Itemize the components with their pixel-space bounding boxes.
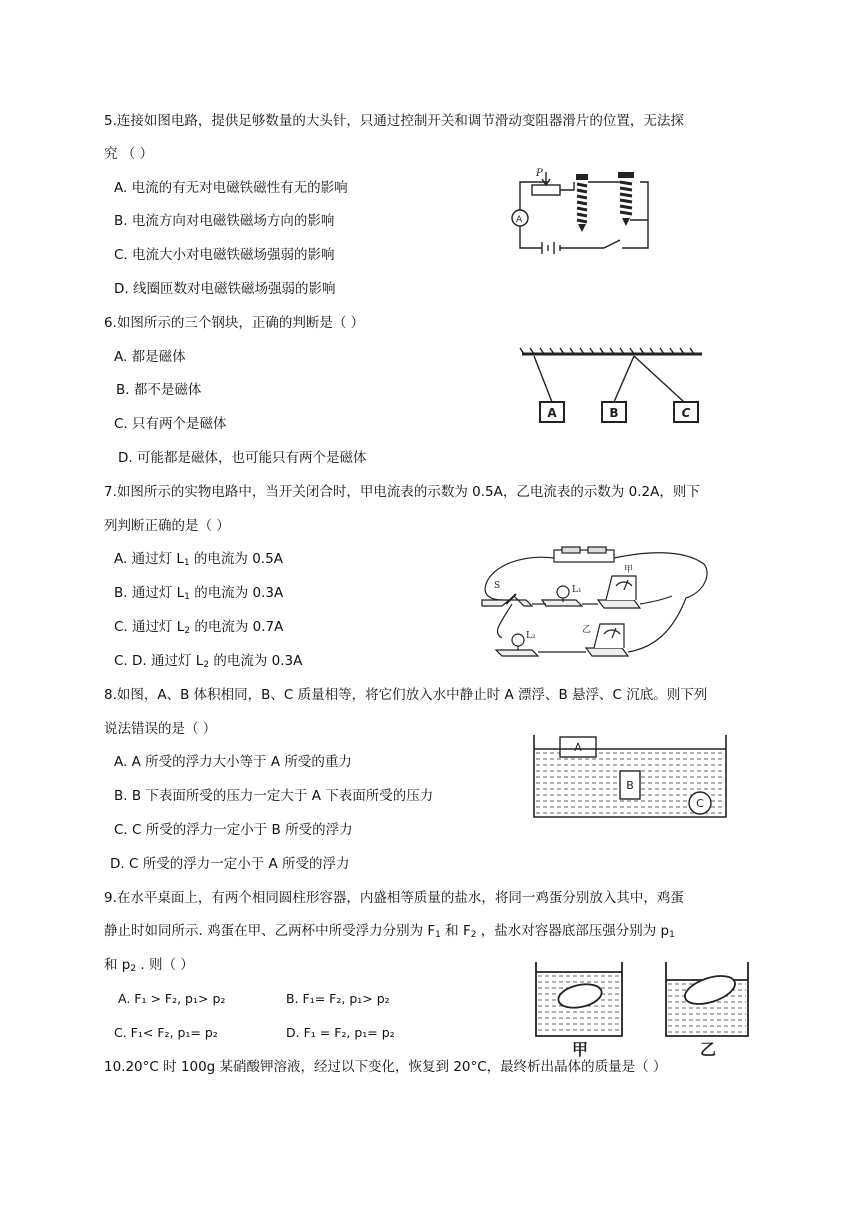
- q7-option-b: B. 通过灯 $L_1$ 的电流为 0.3A: [114, 585, 284, 602]
- q7-option-d: C. D. 通过灯 $L_2$ 的电流为 0.3A: [114, 653, 303, 670]
- q6-steel-blocks-figure: [518, 346, 708, 426]
- q7-option-a: A. 通过灯 $L_1$ 的电流为 0.5A: [114, 551, 283, 568]
- q5-option-c: C. 电流大小对电磁铁磁场强弱的影响: [114, 247, 335, 263]
- q9-stem-line3: 和 $p_2$ . 则（ ）: [104, 957, 194, 974]
- q6-fig-block-c: C: [681, 406, 691, 420]
- q7-fig-label-s: S: [494, 581, 501, 591]
- q5-stem-line2: 究 （ ）: [104, 146, 154, 162]
- q9-option-c: C. F₁< F₂, p₁= p₂: [114, 1025, 218, 1040]
- q8-water-tank-figure: [530, 733, 730, 819]
- q7-option-c: C. 通过灯 $L_2$ 的电流为 0.7A: [114, 619, 284, 636]
- q8-option-d: D. C 所受的浮力一定小于 A 所受的浮力: [110, 856, 350, 872]
- q8-stem-line2: 说法错误的是（ ）: [104, 721, 217, 737]
- q5-option-b: B. 电流方向对电磁铁磁场方向的影响: [114, 213, 335, 229]
- q9-stem-line1: 9.在水平桌面上，有两个相同圆柱形容器，内盛相等质量的盐水，将同一鸡蛋分别放入其中，鸡蛋: [104, 890, 684, 906]
- q6-fig-block-a: A: [547, 406, 557, 420]
- q8-stem-line1: 8.如图，A、B 体积相同，B、C 质量相等，将它们放入水中静止时 A 漂浮、B 悬浮、C 沉底。则下列: [104, 687, 708, 703]
- q8-option-c: C. C 所受的浮力一定小于 B 所受的浮力: [114, 822, 353, 838]
- q9-option-d: D. F₁ = F₂, p₁= p₂: [286, 1025, 395, 1040]
- q7-stem-line1: 7.如图所示的实物电路中，当开关闭合时，甲电流表的示数为 0.5A，乙电流表的示数为 0.2A，则下: [104, 484, 700, 500]
- q5-circuit-figure: [498, 166, 658, 258]
- q8-option-a: A. A 所受的浮力大小等于 A 所受的重力: [114, 754, 352, 770]
- q7-stem-line2: 列判断正确的是（ ）: [104, 518, 230, 534]
- q6-stem: 6.如图所示的三个钢块，正确的判断是（ ）: [104, 315, 365, 331]
- q6-option-b: B. 都不是磁体: [116, 382, 202, 398]
- q9-fig-label-jia: 甲: [571, 1040, 589, 1058]
- q9-stem-line2: 静止时如同所示. 鸡蛋在甲、乙两杯中所受浮力分别为 $F_1$ 和 $F_2$ ，盐水对容器底部压强分别为 $p_1$: [104, 923, 675, 940]
- q8-fig-block-b: B: [626, 779, 634, 792]
- q5-fig-label-a: A: [516, 215, 523, 225]
- q9-fig-label-yi: 乙: [699, 1040, 717, 1058]
- q10-stem: 10.20°C 时 100g 某硝酸钾溶液，经过以下变化，恢复到 20°C，最终析出晶体的质量是（ ）: [104, 1059, 667, 1075]
- q9-option-b: B. F₁= F₂, p₁> p₂: [286, 991, 390, 1006]
- q6-option-a: A. 都是磁体: [114, 349, 186, 365]
- q9-two-cups-figure: [530, 958, 750, 1058]
- q8-fig-block-c: C: [696, 797, 704, 810]
- q6-fig-block-b: B: [609, 406, 619, 420]
- q5-option-d: D. 线圈匝数对电磁铁磁场强弱的影响: [114, 281, 336, 297]
- q7-fig-label-yi: 乙: [582, 625, 592, 635]
- q7-fig-label-l1: L₁: [572, 585, 582, 595]
- q9-option-a: A. F₁ > F₂, p₁> p₂: [118, 991, 226, 1006]
- q8-fig-block-a: A: [574, 741, 582, 754]
- q6-option-d: D. 可能都是磁体，也可能只有两个是磁体: [118, 450, 367, 466]
- q5-fig-label-p: P: [536, 168, 543, 179]
- q6-option-c: C. 只有两个是磁体: [114, 416, 227, 432]
- q5-stem-line1: 5.连接如图电路，提供足够数量的大头针，只通过控制开关和调节滑动变阻器滑片的位置，无法探: [104, 113, 684, 129]
- q8-option-b: B. B 下表面所受的压力一定大于 A 下表面所受的压力: [114, 788, 434, 804]
- q7-fig-label-jia: 甲: [624, 565, 634, 575]
- q7-fig-label-l2: L₂: [526, 631, 536, 641]
- q7-real-circuit-figure: [472, 544, 712, 664]
- q5-option-a: A. 电流的有无对电磁铁磁性有无的影响: [114, 180, 348, 196]
